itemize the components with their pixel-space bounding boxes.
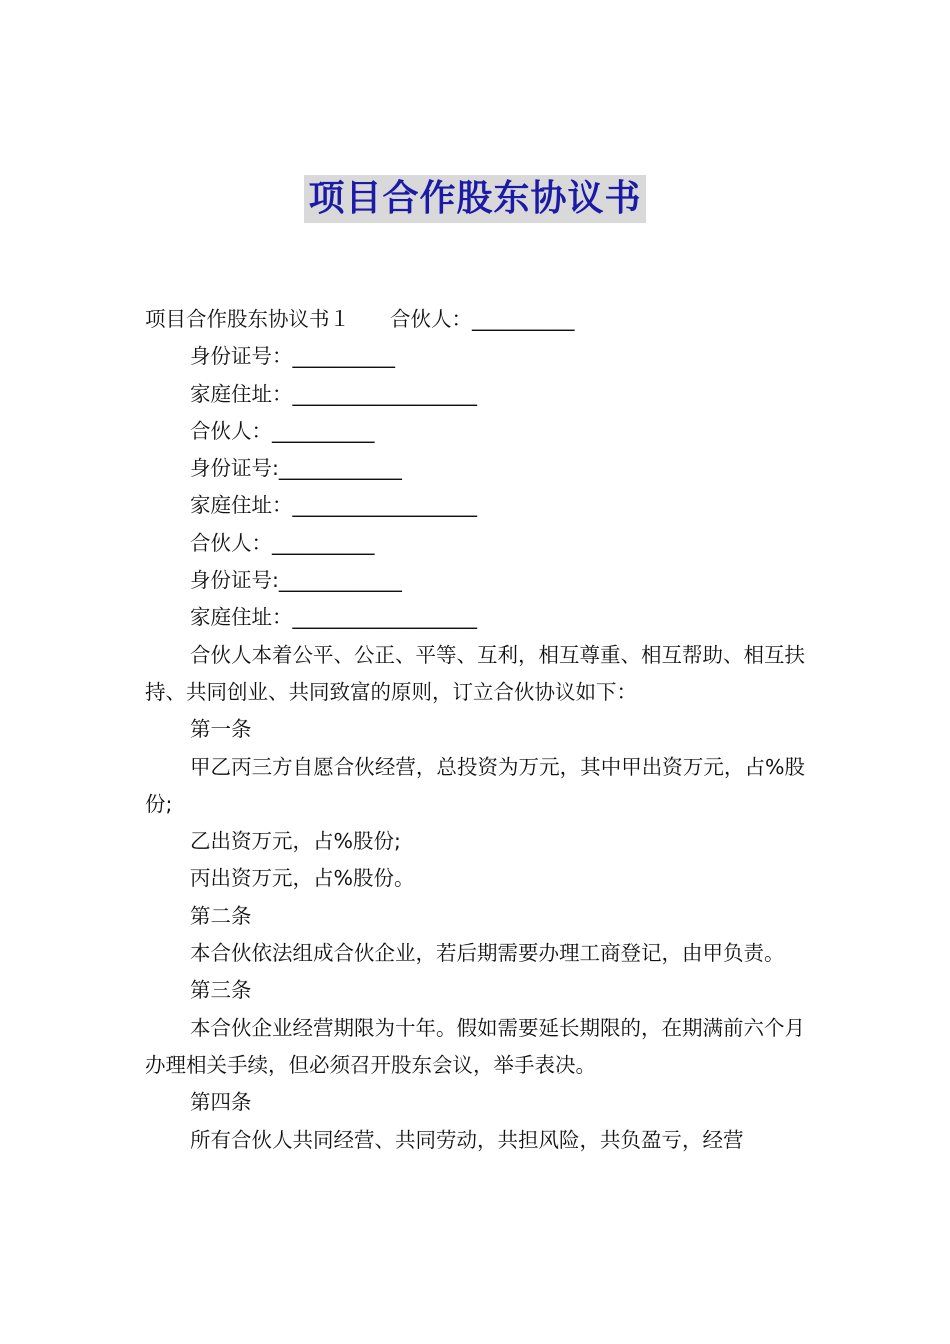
id-number-field: 身份证号：__________ (190, 344, 395, 369)
partner-field: 合伙人：__________ (390, 307, 575, 331)
article-paragraph: 本合伙依法组成合伙企业，若后期需要办理工商登记，由甲负责。 (190, 941, 785, 966)
article-paragraph: 本合伙企业经营期限为十年。假如需要延长期限的，在期满前六个月办理相关手续，但必须召开股东会议，举手表决。 (145, 1015, 805, 1077)
home-address-field: 家庭住址：__________________ (190, 381, 477, 406)
article-heading: 第一条 (190, 717, 252, 742)
document-body (145, 301, 805, 1159)
document-title: 项目合作股东协议书 (304, 175, 645, 223)
id-number-field: 身份证号:____________ (190, 568, 402, 593)
title-container (0, 175, 950, 223)
doc-heading-ref: 项目合作股东协议书１ (145, 307, 350, 331)
intro-line (145, 301, 805, 338)
article-heading: 第二条 (190, 903, 252, 928)
article-paragraph: 丙出资万元，占%股份。 (190, 866, 415, 891)
id-number-field: 身份证号:____________ (190, 456, 402, 481)
home-address-field: 家庭住址：__________________ (190, 605, 477, 630)
article-heading: 第三条 (190, 978, 252, 1003)
article-heading: 第四条 (190, 1090, 252, 1115)
partner-field: 合伙人：__________ (190, 418, 375, 443)
preamble-paragraph: 合伙人本着公平、公正、平等、互利，相互尊重、相互帮助、相互扶持、共同创业、共同致富的原则，订立合伙协议如下： (145, 642, 805, 704)
partner-field: 合伙人：__________ (190, 530, 375, 555)
article-paragraph: 乙出资万元，占%股份; (190, 829, 401, 854)
article-paragraph: 所有合伙人共同经营、共同劳动，共担风险，共负盈亏，经营 (190, 1127, 744, 1152)
article-paragraph: 甲乙丙三方自愿合伙经营，总投资为万元，其中甲出资万元，占%股份; (145, 754, 805, 816)
home-address-field: 家庭住址：__________________ (190, 493, 477, 518)
